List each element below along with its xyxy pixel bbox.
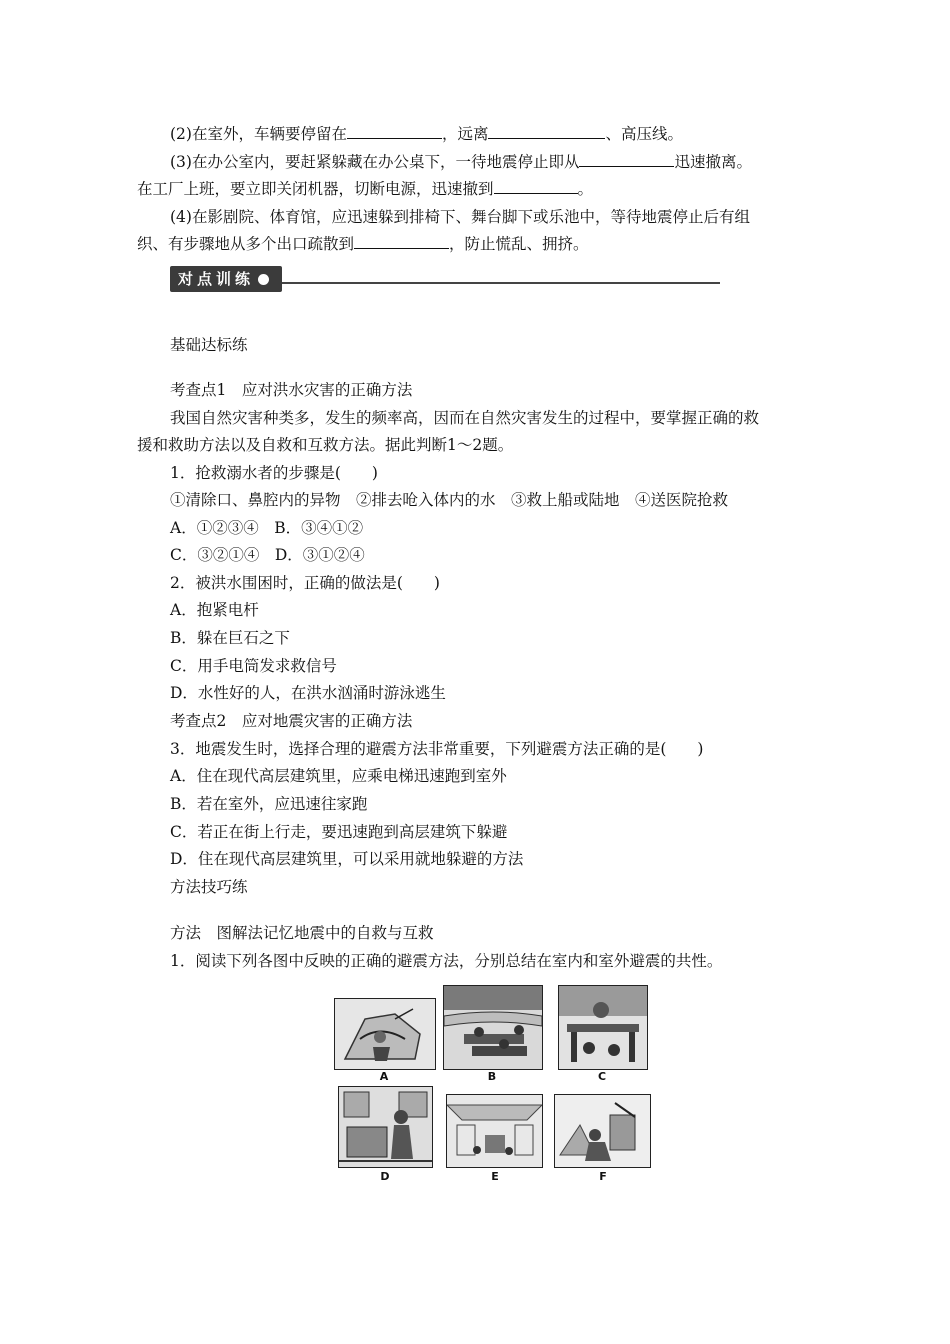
figure-b-label: B: [487, 1070, 497, 1083]
intro-line-3a: [170, 151, 752, 173]
figure-e-label: E: [491, 1170, 499, 1183]
figure-f-illustration: [555, 1095, 650, 1167]
figure-c-label: C: [597, 1070, 607, 1083]
figure-b-illustration: [444, 986, 542, 1069]
q1-steps: ①清除口、鼻腔内的异物 ②排去呛入体内的水 ③救上船或陆地 ④送医院抢救: [170, 491, 729, 509]
figure-c: [558, 985, 648, 1070]
intro-p3b-before: 在工厂上班，要立即关闭机器，切断电源，迅速撤到: [137, 180, 494, 198]
m1-question: 1．阅读下列各图中反映的正确的避震方法，分别总结在室内和室外避震的共性。: [170, 952, 723, 970]
method-heading: 方法 图解法记忆地震中的自救与互救: [170, 924, 434, 942]
blank-4[interactable]: [354, 234, 449, 249]
banner-dot-icon: [258, 274, 269, 285]
q1: 1．抢救溺水者的步骤是( ): [170, 464, 378, 482]
method-section-heading: 方法技巧练: [170, 878, 248, 896]
figure-e: [446, 1094, 543, 1168]
basic-heading: 基础达标练: [170, 336, 248, 354]
intro-p3a-before: (3)在办公室内，要赶紧躲藏在办公桌下，一待地震停止即从: [170, 153, 580, 171]
figure-b: [443, 985, 543, 1070]
figure-f-label: F: [599, 1170, 607, 1183]
q1-options-cd[interactable]: C．③②①④ D．③①②④: [170, 546, 365, 564]
q3: 3．地震发生时，选择合理的避震方法非常重要，下列避震方法正确的是( ): [170, 740, 704, 758]
figure-d-label: D: [380, 1170, 390, 1183]
figure-a: [334, 998, 436, 1070]
q2: 2．被洪水围困时，正确的做法是( ): [170, 574, 440, 592]
figure-c-illustration: [559, 986, 647, 1069]
intro-text-2: 援和救助方法以及自救和互救方法。据此判断1～2题。: [137, 436, 514, 454]
intro-p2-after: 、高压线。: [605, 125, 683, 143]
blank-3b[interactable]: [494, 179, 578, 194]
kp1-heading: 考查点1 应对洪水灾害的正确方法: [170, 381, 413, 399]
blank-3a[interactable]: [579, 152, 674, 167]
q2-option-d[interactable]: D．水性好的人，在洪水汹涌时游泳逃生: [170, 684, 446, 702]
blank-2b[interactable]: [488, 124, 605, 139]
kp2-heading: 考查点2 应对地震灾害的正确方法: [170, 712, 413, 730]
q3-option-a[interactable]: A．住在现代高层建筑里，应乘电梯迅速跑到室外: [170, 767, 507, 785]
figure-d-illustration: [339, 1087, 432, 1167]
figure-d: [338, 1086, 433, 1168]
figure-a-illustration: [335, 999, 435, 1069]
intro-p3b-after: 。: [577, 180, 594, 198]
intro-p3a-after: 迅速撤离。: [674, 153, 752, 171]
intro-line-4a: (4)在影剧院、体育馆，应迅速躲到排椅下、舞台脚下或乐池中，等待地震停止后有组: [170, 208, 750, 226]
intro-p4b-after: ，防止慌乱、拥挤。: [449, 235, 589, 253]
intro-line-3b: [137, 178, 593, 200]
banner-rule: [282, 282, 720, 284]
intro-p2-before: (2)在室外，车辆要停留在: [170, 125, 347, 143]
q2-option-b[interactable]: B．躲在巨石之下: [170, 629, 290, 647]
intro-text-1: 我国自然灾害种类多，发生的频率高，因而在自然灾害发生的过程中，要掌握正确的救: [170, 409, 760, 427]
intro-line-2: [170, 123, 683, 145]
q3-option-c[interactable]: C．若正在街上行走，要迅速跑到高层建筑下躲避: [170, 823, 508, 841]
q3-option-b[interactable]: B．若在室外，应迅速往家跑: [170, 795, 368, 813]
figure-e-illustration: [447, 1095, 542, 1167]
banner-title: 对点训练: [178, 270, 255, 288]
blank-2a[interactable]: [347, 124, 442, 139]
q2-option-c[interactable]: C．用手电筒发求救信号: [170, 657, 337, 675]
figure-f: [554, 1094, 651, 1168]
q1-options-ab[interactable]: A．①②③④ B．③④①②: [170, 519, 364, 537]
intro-p2-mid: ，远离: [441, 125, 489, 143]
intro-p4b-before: 织、有步骤地从多个出口疏散到: [137, 235, 355, 253]
q3-option-d[interactable]: D．住在现代高层建筑里，可以采用就地躲避的方法: [170, 850, 524, 868]
q2-option-a[interactable]: A．抱紧电杆: [170, 601, 259, 619]
intro-line-4b: [137, 233, 589, 255]
figure-a-label: A: [379, 1070, 389, 1083]
